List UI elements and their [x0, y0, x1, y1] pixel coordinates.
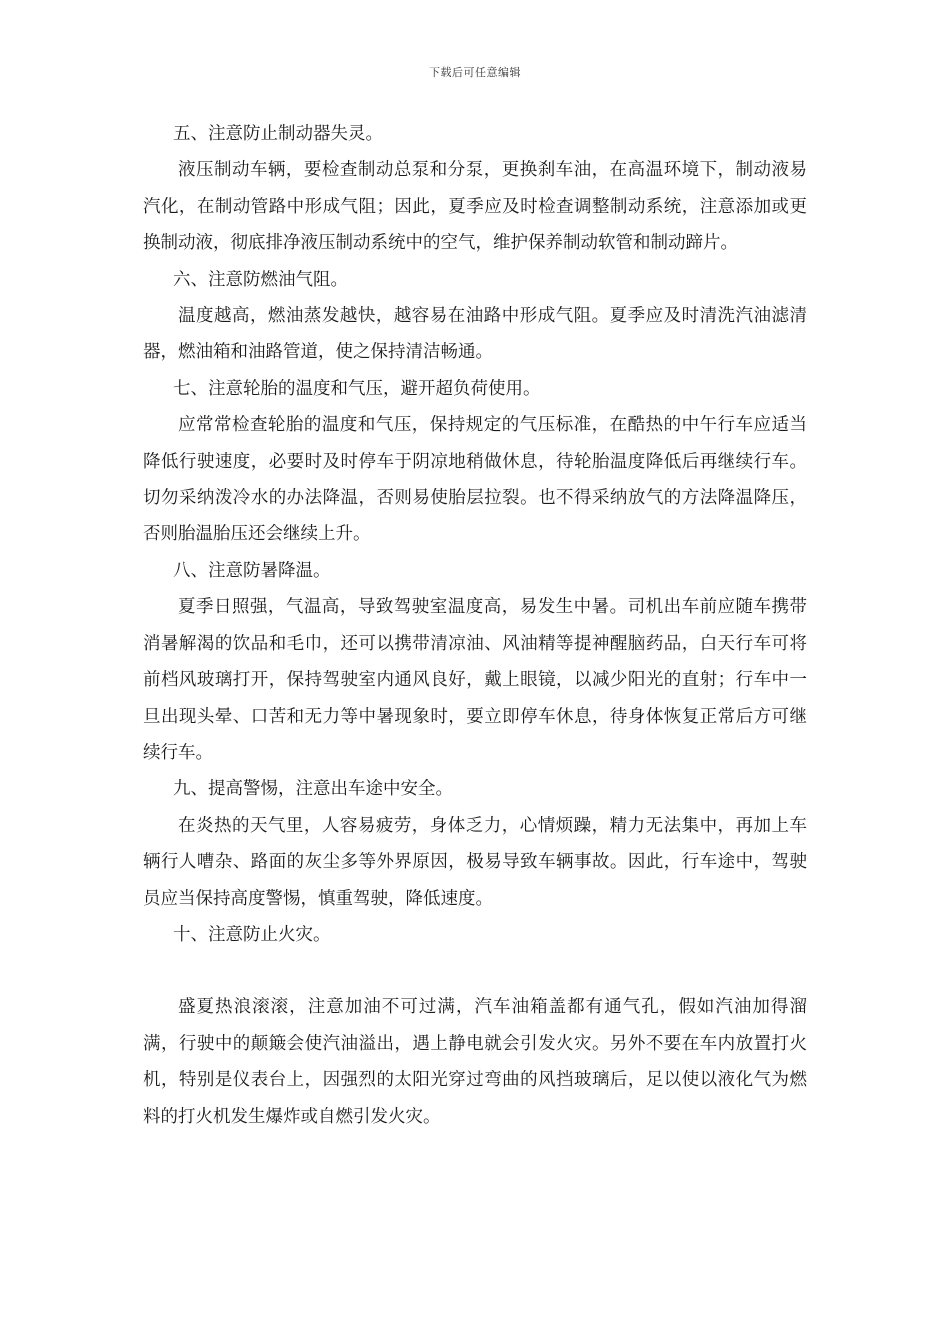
section-body-7: 应常常检查轮胎的温度和气压，保持规定的气压标准，在酷热的中午行车应适当降低行驶速度，必要时及时停车于阴凉地稍做休息，待轮胎温度降低后再继续行车。切勿采纳泼冷水的办法降温，否则易使胎层拉裂。也不得采纳放气的方法降温降压，否则胎温胎压还会继续上升。 — [143, 415, 807, 545]
section-body-8: 夏季日照强，气温高，导致驾驶室温度高，易发生中暑。司机出车前应随车携带消暑解渴的饮品和毛巾，还可以携带清凉油、风油精等提神醒脑药品，白天行车可将前档风玻璃打开，保持驾驶室内通风良好，戴上眼镜，以减少阳光的直射；行车中一旦出现头晕、口苦和无力等中暑现象时，要立即停车休息，待身体恢复正常后方可继续行车。 — [143, 597, 807, 763]
section-heading-10: 十、注意防止火灾。 — [173, 924, 331, 945]
section-heading-5: 五、注意防止制动器失灵。 — [173, 124, 383, 144]
section-body-6: 温度越高，燃油蒸发越快，越容易在油路中形成气阻。夏季应及时清洗汽油滤清器，燃油箱和油路管道，使之保持清洁畅通。 — [143, 306, 807, 363]
document-body — [143, 116, 807, 1135]
section-body-9: 在炎热的天气里，人容易疲劳，身体乏力，心情烦躁，精力无法集中，再加上车辆行人嘈杂、路面的灰尘多等外界原因，极易导致车辆事故。因此，行车途中，驾驶员应当保持高度警惕，慎重驾驶，降低速度。 — [143, 815, 807, 909]
section-body-10: 盛夏热浪滚滚，注意加油不可过满，汽车油箱盖都有通气孔，假如汽油加得溜满，行驶中的颠簸会使汽油溢出，遇上静电就会引发火灾。另外不要在车内放置打火机，特别是仪表台上，因强烈的太阳光穿过弯曲的风挡玻璃后，足以使以液化气为燃料的打火机发生爆炸或自燃引发火灾。 — [143, 997, 807, 1127]
section-heading-7: 七、注意轮胎的温度和气压，避开超负荷使用。 — [173, 378, 541, 399]
section-body-5: 液压制动车辆，要检查制动总泵和分泵，更换刹车油，在高温环境下，制动液易汽化，在制动管路中形成气阻；因此，夏季应及时检查调整制动系统，注意添加或更换制动液，彻底排净液压制动系统中的空气，维护保养制动软管和制动蹄片。 — [143, 160, 807, 254]
blank-line — [143, 953, 807, 989]
section-heading-8: 八、注意防暑降温。 — [173, 560, 331, 581]
section-heading-6: 六、注意防燃油气阻。 — [173, 269, 348, 290]
section-heading-9: 九、提高警惕，注意出车途中安全。 — [173, 779, 453, 800]
page-header: 下载后可任意编辑 — [429, 66, 521, 79]
